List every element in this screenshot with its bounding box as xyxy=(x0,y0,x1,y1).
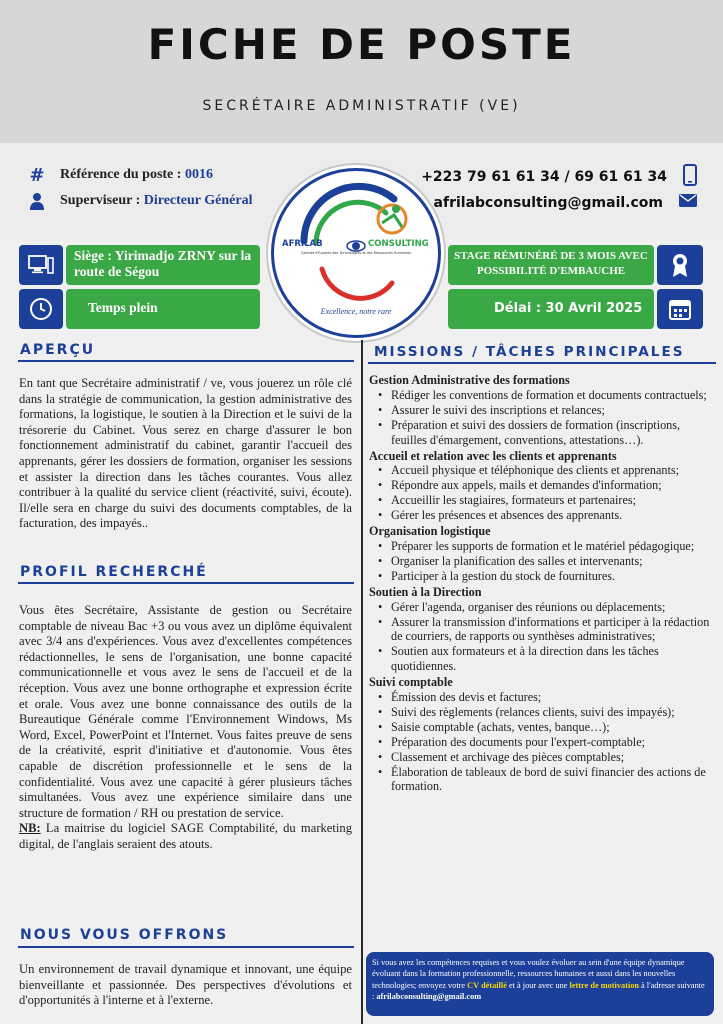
supervisor-row xyxy=(28,192,252,210)
mission-item: • Saisie comptable (achats, ventes, banque…); xyxy=(378,720,715,735)
mission-item: • Répondre aux appels, mails et demandes d'information; xyxy=(378,478,715,493)
envelope-icon xyxy=(679,194,697,211)
page-title: FICHE DE POSTE xyxy=(147,20,576,69)
missions-list xyxy=(369,372,715,794)
cta-part2: et à jour avec une xyxy=(506,980,570,990)
mission-item: • Rédiger les conventions de formation et documents contractuels; xyxy=(378,388,715,403)
profil-underline xyxy=(18,582,354,584)
mission-item: • Soutien aux formateurs et à la direction dans les tâches quotidiennes. xyxy=(378,644,715,674)
mission-item: • Émission des devis et factures; xyxy=(378,690,715,705)
mission-category: Soutien à la Direction xyxy=(369,584,482,599)
email-address[interactable]: afrilabconsulting@gmail.com xyxy=(433,194,663,211)
stage-box xyxy=(448,245,654,285)
mission-item: • Organiser la planification des salles et intervenants; xyxy=(378,554,715,569)
clock-icon xyxy=(29,297,53,321)
calendar-icon-box xyxy=(657,289,703,329)
mission-item: • Accueillir les stagiaires, formateurs et partenaires; xyxy=(378,493,715,508)
offrons-heading: NOUS VOUS OFFRONS xyxy=(20,927,229,943)
cta-email[interactable]: afrilabconsulting@gmail.com xyxy=(376,991,482,1001)
clock-icon-box xyxy=(19,289,63,329)
apercu-text: En tant que Secrétaire administratif / ve, vous jouerez un rôle clé dans la stratégie de communication, la gestion administrative des formations, la logistique, le soutien à la Direction et le suivi de la trésorerie du Cabinet. Vous serez en charge d'assurer le bon fonctionnement administratif du cabinet, garantir l'accueil des apprenants, gérer les dossiers de formation, organiser les sessions et assister la direction dans les tâches courantes. Vous allez contribuer à la qualité du service client (réactivité, suivi, écoute). Il/elle sera en charge du suivi des documents comptables, de la facturation, des impayés.. xyxy=(19,376,352,531)
mission-category: Accueil et relation avec les clients et apprenants xyxy=(369,448,617,463)
siege-box xyxy=(66,245,260,285)
missions-heading: MISSIONS / TÂCHES PRINCIPALES xyxy=(374,344,685,360)
mission-item: • Préparation des documents pour l'expert-comptable; xyxy=(378,735,715,750)
mission-item: • Préparer les supports de formation et le matériel pédagogique; xyxy=(378,539,715,554)
delai-box xyxy=(448,289,654,329)
phone-number[interactable]: +223 79 61 61 34 / 69 61 61 34 xyxy=(421,169,667,185)
phone-row xyxy=(421,164,697,190)
mission-item: • Gérer l'agenda, organiser des réunions ou déplacements; xyxy=(378,600,715,615)
reference-value: 0016 xyxy=(184,167,213,182)
logo-tagline: Cabinet d'Experts des Technologies et des Ressources Humaines xyxy=(301,251,411,255)
email-row xyxy=(434,194,697,211)
profil-heading: PROFIL RECHERCHÉ xyxy=(20,564,208,580)
temps-box xyxy=(66,289,260,329)
delai-text: Délai : 30 Avril 2025 xyxy=(494,301,643,316)
mission-item: • Classement et archivage des pièces comptables; xyxy=(378,750,715,765)
logo-right-text: CONSULTING xyxy=(368,239,429,249)
cta-lettre: lettre de motivation xyxy=(569,980,639,990)
calendar-icon xyxy=(669,298,691,320)
mission-item: • Accueil physique et téléphonique des clients et apprenants; xyxy=(378,463,715,478)
siege-text: Siège : Yirimadjo ZRNY sur la route de Ségou xyxy=(74,248,252,279)
job-subtitle: SECRÉTAIRE ADMINISTRATIF (VE) xyxy=(202,98,521,114)
apercu-underline xyxy=(18,360,354,362)
reference-row xyxy=(28,166,213,184)
cta-part1: Si vous avez les compétences requises et vous voulez évoluer au sein d'une équipe dynamique évoluant dans la formation professionnelle, ressources humaines et aussi dans les nouvelles technologies; envoyez votre xyxy=(372,958,685,990)
mission-item: • Gérer les présences et absences des apprenants. xyxy=(378,508,715,523)
mission-item: • Élaboration de tableaux de bord de suivi financier des actions de formation. xyxy=(378,765,715,795)
mission-items xyxy=(369,600,715,675)
phone-icon xyxy=(683,164,697,190)
mission-items xyxy=(369,690,715,794)
computer-icon xyxy=(28,255,54,275)
column-divider xyxy=(361,340,363,1024)
temps-text: Temps plein xyxy=(88,300,158,315)
application-callout xyxy=(366,952,714,1016)
apercu-heading: APERÇU xyxy=(20,342,96,358)
nb-text: La maitrise du logiciel SAGE Comptabilité, du marketing digital, de l'anglais seraient des atouts. xyxy=(19,821,352,851)
afrilab-logo xyxy=(271,168,441,338)
mission-item: • Préparation et suivi des dossiers de formation (inscriptions, feuilles d'émargement, conventions, attestations…). xyxy=(378,418,715,448)
mission-item: • Assurer le suivi des inscriptions et relances; xyxy=(378,403,715,418)
nb-label: NB: xyxy=(19,821,41,836)
cta-part3: à l'adresse suivante : xyxy=(372,980,705,1001)
profil-text xyxy=(19,603,352,853)
mission-items xyxy=(369,388,715,448)
mission-item: • Suivi des règlements (relances clients, suivi des impayés); xyxy=(378,705,715,720)
person-icon xyxy=(28,192,46,210)
mission-item: • Assurer la transmission d'informations et participer à la rédaction de courriers, de rapports ou synthèses administratives; xyxy=(378,615,715,645)
award-icon xyxy=(669,252,691,278)
profil-body: Vous êtes Secrétaire, Assistante de gestion ou Secrétaire comptable de niveau Bac +3 ou vous avez un diplôme équivalent avec 3/4 ans d'expériences. Vous avez d'excellentes compétences rédactionnelles, le sens de l'organisation, une bonne capacité communicationnelle et vous avez le sens de l'accueil et de la réception. Vous avez une bonne orthographe et expression écrite et orale. Vous avez une bonne connaissance des outils de la Bureautique Générale comme l'Environnement Windows, Ms Word, Excel, PowerPoint et l'Internet. Vous faites preuve de sens de la créativité, esprit d'initiative et d'autonomie. Vous êtes capable de discrétion professionnelle et le sens de la confidentialité. Vous avez une capacité à gérer plusieurs tâches simultanées. Vous avez une expérience similaire dans une structure de formation / RH ou prestation de service. xyxy=(19,603,352,820)
computer-icon-box xyxy=(19,245,63,285)
logo-motto: Excellence, notre rare xyxy=(320,307,392,316)
mission-item: • Participer à la gestion du stock de fournitures. xyxy=(378,569,715,584)
offrons-text: Un environnement de travail dynamique et innovant, une équipe bienveillante et passionnée. Des perspectives d'évolutions et d'opportunités à l'interne et à l'externe. xyxy=(19,962,352,1008)
mission-category: Gestion Administrative des formations xyxy=(369,373,570,387)
offrons-underline xyxy=(18,946,354,948)
mission-items xyxy=(369,539,715,584)
hash-icon: # xyxy=(29,164,45,186)
mission-items xyxy=(369,463,715,523)
mission-category: Organisation logistique xyxy=(369,524,491,539)
mission-category: Suivi comptable xyxy=(369,675,453,690)
reference-label: Référence du poste : xyxy=(60,167,182,182)
cta-cv: CV détaillé xyxy=(467,980,507,990)
supervisor-value: Directeur Général xyxy=(143,193,253,208)
missions-underline xyxy=(368,362,716,364)
supervisor-label: Superviseur : xyxy=(60,193,141,208)
badge-icon-box xyxy=(657,245,703,285)
stage-text: STAGE RÉMUNÉRÉ DE 3 MOIS AVEC POSSIBILITÉ D'EMBAUCHE xyxy=(454,250,648,277)
logo-left-text: AFRILAB xyxy=(282,239,323,249)
header-banner xyxy=(0,0,723,143)
